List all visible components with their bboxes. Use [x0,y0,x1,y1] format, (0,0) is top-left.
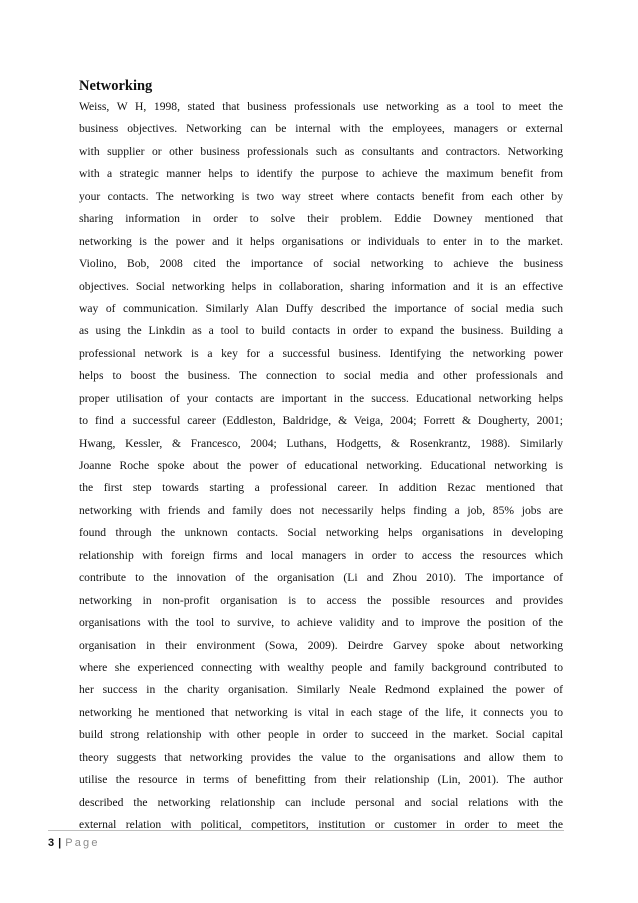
text-line: business objectives. Networking can be internal with the employees, managers or external [79,122,563,136]
text-line: way of communication. Similarly Alan Duffy described the importance of social media such [79,301,563,315]
text-line: networking in non-profit organisation is to access the possible resources and provides [79,593,563,607]
page-number: 3 [48,837,55,849]
text-line: as using the Linkdin as a tool to build contacts in order to expand the business. Building a [79,324,563,338]
text-line: utilise the resource in terms of benefitting from their relationship (Lin, 2001). The author [79,773,563,787]
text-line: where she experienced connecting with wealthy people and family background contributed to [79,660,563,674]
text-line: her success in the charity organisation. Similarly Neale Redmond explained the power of [79,683,563,697]
text-line: described the networking relationship can include personal and social relations with the [79,795,563,809]
text-line: to find a successful career (Eddleston, Baldridge, & Veiga, 2004; Forrett & Dougherty, 2001; [79,414,563,428]
text-line: networking he mentioned that networking is vital in each stage of the life, it connects you to [79,705,563,719]
footer-divider [48,830,564,831]
page-footer [48,836,100,850]
text-line: with supplier or other business professionals such as consultants and contractors. Networking [79,144,563,158]
text-line: networking with friends and family does not necessarily helps finding a job, 85% jobs are [79,503,563,517]
text-line: with a strategic manner helps to identify the purpose to achieve the maximum benefit from [79,167,563,181]
text-line: relationship with foreign firms and local managers in order to access the resources which [79,548,563,562]
text-line: proper utilisation of your contacts are important in the success. Educational networking helps [79,391,563,405]
text-line: the first step towards starting a professional career. In addition Rezac mentioned that [79,481,563,495]
text-line: Weiss, W H, 1998, stated that business professionals use networking as a tool to meet the [79,100,563,113]
text-line: contribute to the innovation of the organisation (Li and Zhou 2010). The importance of [79,571,563,585]
text-line: Joanne Roche spoke about the power of educational networking. Educational networking is [79,459,563,472]
page-label: Page [65,837,100,849]
text-line: organisations with the tool to survive, to achieve validity and to improve the position of the [79,616,563,630]
text-line: professional network is a key for a successful business. Identifying the networking power [79,346,563,360]
text-line: organisation in their environment (Sowa, 2009). Deirdre Garvey spoke about networking [79,638,563,652]
text-line: external relation with political, competitors, institution or customer in order to meet the [79,818,563,831]
section-heading: Networking [79,78,153,94]
text-line: Violino, Bob, 2008 cited the importance of social networking to achieve the business [79,257,563,271]
text-line: found through the unknown contacts. Social networking helps organisations in developing [79,526,563,540]
text-line: your contacts. The networking is two way street where contacts benefit from each other by [79,189,563,203]
text-line: objectives. Social networking helps in collaboration, sharing information and it is an effective [79,279,563,293]
body-paragraph [79,96,563,836]
text-line: theory suggests that networking provides the value to the organisations and allow them to [79,750,563,764]
footer-separator: | [58,837,62,849]
text-line: networking is the power and it helps organisations or individuals to enter in to the market. [79,234,563,248]
text-line: build strong relationship with other people in order to succeed in the market. Social capital [79,728,563,742]
text-line: Hwang, Kessler, & Francesco, 2004; Luthans, Hodgetts, & Rosenkrantz, 1988). Similarly [79,436,563,450]
text-line: sharing information in order to solve their problem. Eddie Downey mentioned that [79,212,563,226]
text-line: helps to boost the business. The connection to social media and other professionals and [79,369,563,383]
